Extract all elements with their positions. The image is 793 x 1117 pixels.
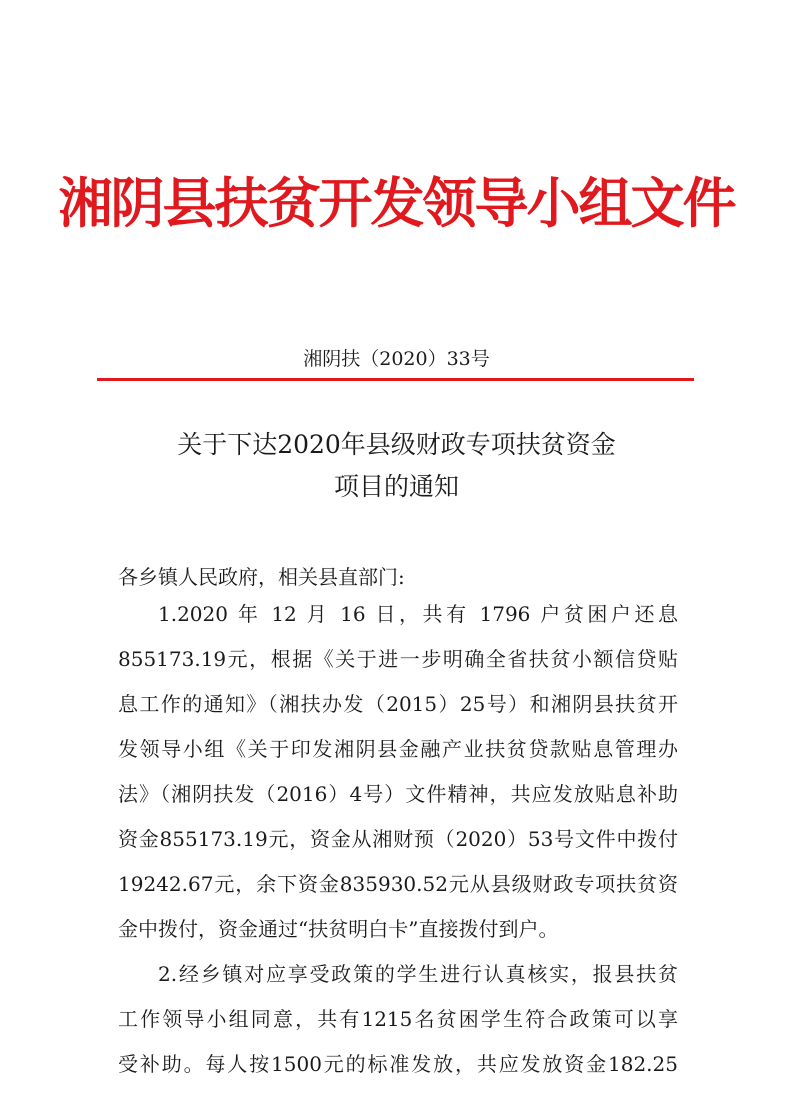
body-text (118, 592, 678, 1087)
paragraph-1 (118, 592, 678, 952)
paragraph-line: 发领导小组《关于印发湘阴县金融产业扶贫贷款贴息管理办 (118, 737, 678, 761)
paragraph-line: 金中拨付，资金通过“扶贫明白卡”直接拨付到户。 (118, 917, 559, 941)
paragraph-line: 法》（湘阴扶发（2016）4号）文件精神，共应发放贴息补助 (118, 782, 678, 806)
paragraph-line: 855173.19元，根据《关于进一步明确全省扶贫小额信贷贴 (118, 647, 678, 671)
paragraph-line: 息工作的通知》（湘扶办发（2015）25号）和湘阴县扶贫开 (118, 692, 678, 716)
paragraph-line: 19242.67元，余下资金835930.52元从县级财政专项扶贫资 (118, 872, 678, 896)
document-header-title: 湘阴县扶贫开发领导小组文件 (58, 172, 735, 235)
notice-title (0, 424, 793, 508)
paragraph-line: 受补助。每人按1500元的标准发放，共应发放资金182.25 (118, 1052, 678, 1076)
red-divider-line (97, 378, 694, 381)
paragraph-2 (118, 952, 678, 1087)
salutation: 各乡镇人民政府，相关县直部门: (118, 565, 405, 589)
document-number: 湘阴扶（2020）33号 (303, 348, 490, 370)
notice-title-line-2: 项目的通知 (333, 472, 459, 501)
paragraph-line: 资金855173.19元，资金从湘财预（2020）53号文件中拨付 (118, 827, 678, 851)
notice-title-line-1: 关于下达2020年县级财政专项扶贫资金 (177, 430, 616, 459)
paragraph-line: 1.2020 年 12 月 16 日，共有 1796 户贫困户还息 (158, 602, 678, 626)
paragraph-line: 工作领导小组同意，共有1215名贫困学生符合政策可以享 (118, 1007, 678, 1031)
paragraph-line: 2.经乡镇对应享受政策的学生进行认真核实，报县扶贫 (158, 962, 678, 986)
